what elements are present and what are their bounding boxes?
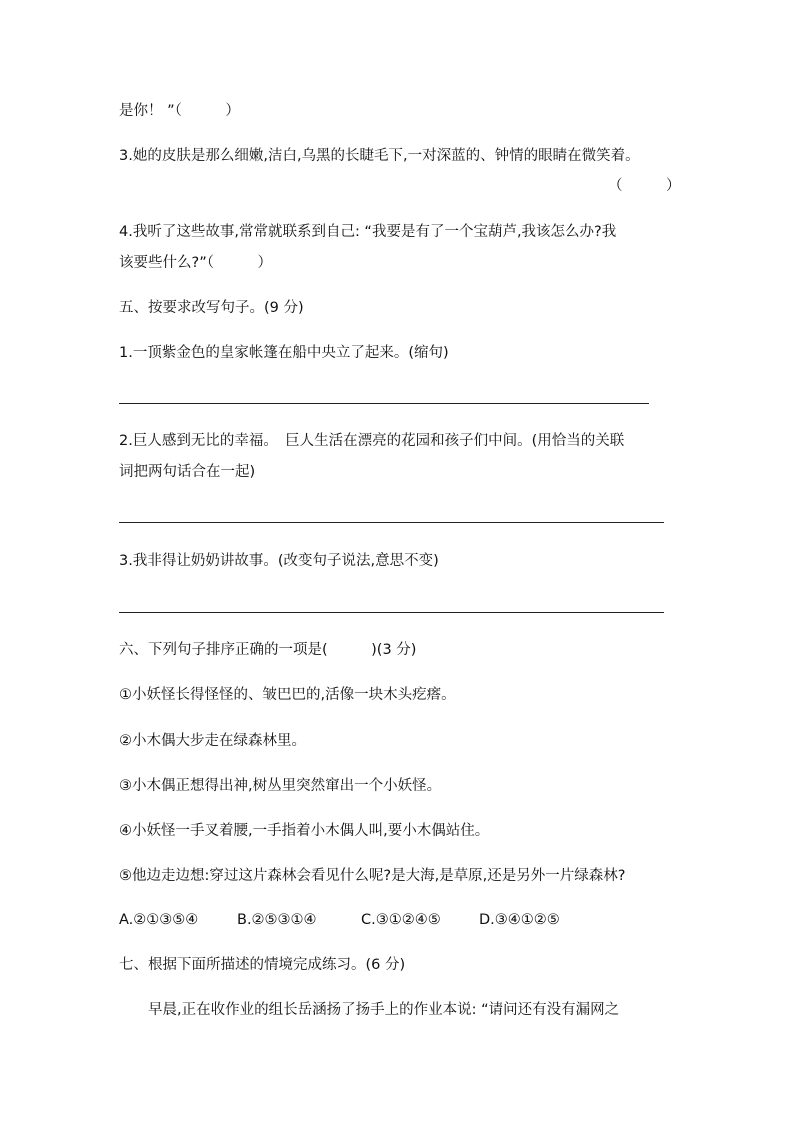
section-5-heading: 五、按要求改写句子。(9 分) [119, 300, 304, 316]
sentence-2: ②小木偶大步走在绿森林里。 [119, 733, 306, 749]
sentence-1: ①小妖怪长得怪怪的、皱巴巴的,活像一块木头疙瘩。 [119, 687, 456, 703]
option-b[interactable]: B.②⑤③①④ [237, 912, 317, 928]
answer-line-5-3[interactable] [119, 612, 664, 613]
option-d[interactable]: D.③④①②⑤ [479, 912, 560, 928]
question-5-2-line2: 词把两句话合在一起) [119, 464, 256, 480]
section-7-heading: 七、根据下面所描述的情境完成练习。(6 分) [119, 957, 406, 973]
question-5-3: 3.我非得让奶奶讲故事。(改变句子说法,意思不变) [119, 553, 439, 569]
sentence-5: ⑤他边走边想:穿过这片森林会看见什么呢?是大海,是草原,还是另外一片绿森林? [119, 868, 626, 884]
question-5-1: 1.一顶紫金色的皇家帐篷在船中央立了起来。(缩句) [119, 345, 449, 361]
sentence-3: ③小木偶正想得出神,树丛里突然窜出一个小妖怪。 [119, 778, 442, 794]
choice-options [119, 910, 560, 930]
question-5-2-line1: 2.巨人感到无比的幸福。 巨人生活在漂亮的花园和孩子们中间。(用恰当的关联 [119, 433, 625, 449]
section-6-heading: 六、下列句子排序正确的一项是( )(3 分) [119, 642, 417, 658]
question-4-4-line2: 该要些什么?”（ ） [119, 255, 272, 271]
question-4-4-line1: 4.我听了这些故事,常常就联系到自己: “我要是有了一个宝葫芦,我该怎么办?我 [119, 224, 617, 240]
option-c[interactable]: C.③①②④⑤ [361, 912, 441, 928]
question-4-3-tail: 是你！ ”（ ） [119, 103, 240, 119]
answer-paren-4-3: （ ） [608, 178, 681, 194]
answer-line-5-2[interactable] [119, 522, 664, 523]
option-a[interactable]: A.②①③⑤④ [119, 912, 199, 928]
scenario-paragraph: 早晨,正在收作业的组长岳涵扬了扬手上的作业本说: “请问还有没有漏网之 [148, 1002, 620, 1018]
question-4-3: 3.她的皮肤是那么细嫩,洁白,乌黑的长睫毛下,一对深蓝的、钟情的眼睛在微笑着。 [119, 148, 640, 164]
sentence-4: ④小妖怪一手叉着腰,一手指着小木偶人叫,要小木偶站住。 [119, 823, 490, 839]
answer-line-5-1[interactable] [119, 403, 649, 404]
